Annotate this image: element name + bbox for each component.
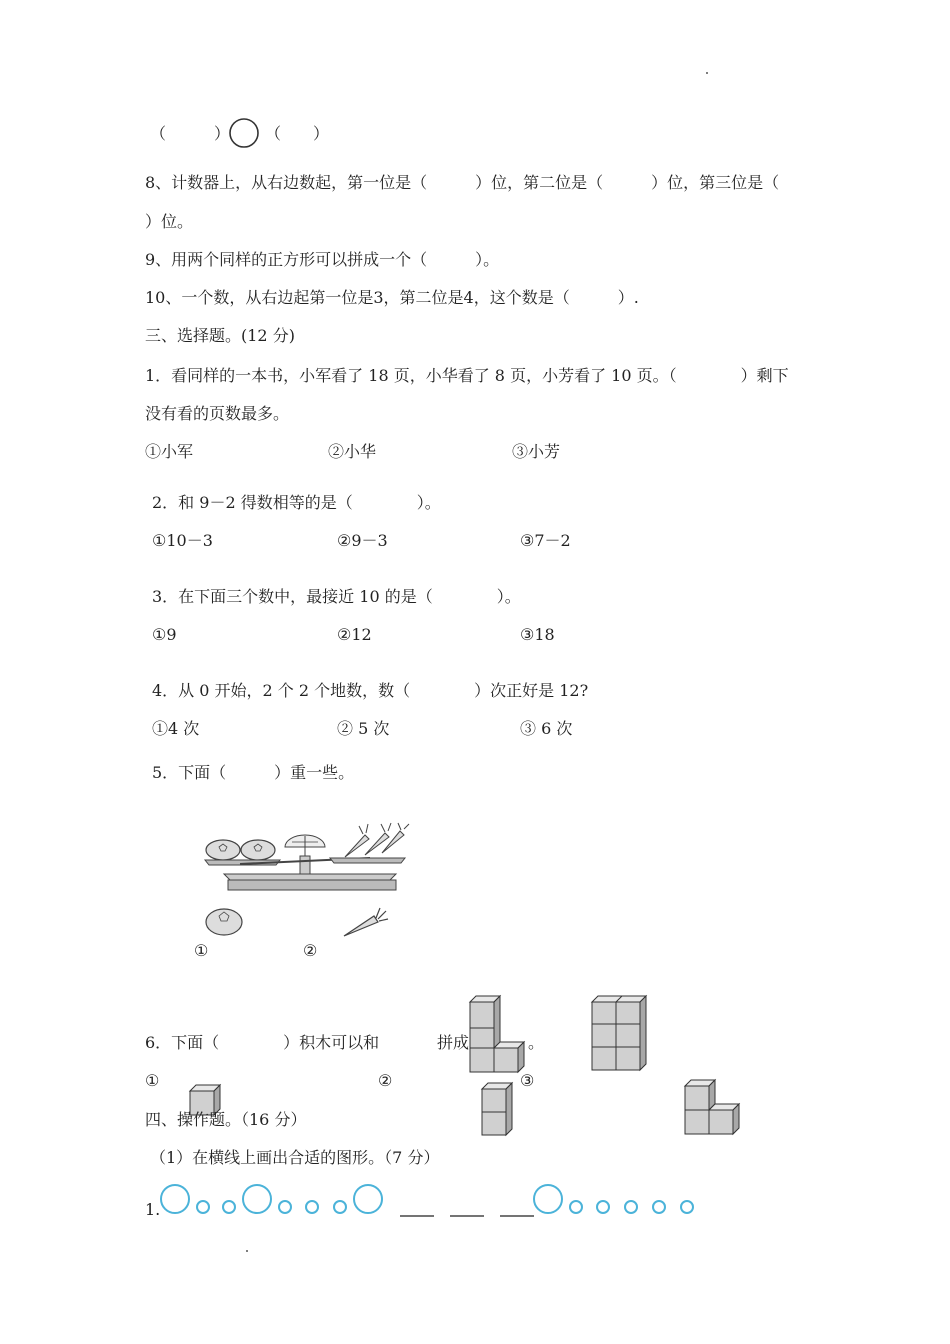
choice-6-text-a: 6．下面（ ）积木可以和 <box>145 1033 380 1052</box>
choice-1-cont: 没有看的页数最多。 <box>145 404 290 423</box>
choice-2: 2．和 9－2 得数相等的是（ ）。 <box>152 493 441 512</box>
compare-blank-left: （ ） <box>150 124 231 143</box>
choice-3-option: ②12 <box>337 625 372 644</box>
three-cube-l-illustration <box>683 1078 743 1136</box>
large-circle-icon <box>354 1185 382 1213</box>
choice-4-option: ② 5 次 <box>337 719 390 738</box>
choice-3-option: ③18 <box>520 625 555 644</box>
small-circle-icon <box>681 1201 693 1213</box>
choice-1-option: ②小华 <box>328 442 377 461</box>
choice-5-option: ② <box>303 941 318 960</box>
balance-scale-illustration <box>200 822 415 897</box>
question-10: 10、一个数，从右边起第一位是3，第二位是4，这个数是（ ）. <box>145 288 639 307</box>
question-8-cont: ）位。 <box>145 212 194 231</box>
choice-2-option: ②9－3 <box>337 531 388 550</box>
large-circle-icon <box>161 1185 189 1213</box>
choice-1-option: ③小芳 <box>512 442 561 461</box>
operation-1-number: 1. <box>145 1200 161 1219</box>
choice-2-option: ①10－3 <box>152 531 213 550</box>
small-circle-icon <box>279 1201 291 1213</box>
small-circle-icon <box>197 1201 209 1213</box>
page-dot <box>706 72 708 74</box>
orange-illustration <box>203 906 245 938</box>
choice-5: 5．下面（ ）重一些。 <box>152 763 355 782</box>
operation-1-instruction: （1）在横线上画出合适的图形。（7 分） <box>150 1148 440 1167</box>
question-8: 8、计数器上，从右边数起，第一位是（ ）位，第二位是（ ）位，第三位是（ <box>145 173 780 192</box>
rectangle-blocks-illustration <box>590 994 650 1074</box>
choice-6-option: ② <box>378 1071 393 1090</box>
choice-5-option: ① <box>194 941 209 960</box>
choice-6-option: ① <box>145 1071 160 1090</box>
section-4-title: 四、操作题。（16 分） <box>145 1110 307 1129</box>
choice-2-option: ③7－2 <box>520 531 571 550</box>
large-circle-icon <box>534 1185 562 1213</box>
small-circle-icon <box>625 1201 637 1213</box>
choice-4: 4．从 0 开始，2 个 2 个地数，数（ ）次正好是 12? <box>152 681 589 700</box>
carrot-illustration <box>340 904 390 940</box>
choice-6-text-c: 。 <box>528 1033 545 1052</box>
section-3-title: 三、选择题。(12 分) <box>145 326 295 345</box>
circle-pattern <box>150 1180 710 1220</box>
small-circle-icon <box>223 1201 235 1213</box>
page-dot <box>246 1250 248 1252</box>
choice-4-option: ③ 6 次 <box>520 719 573 738</box>
choice-3-option: ①9 <box>152 625 177 644</box>
choice-6-option: ③ <box>520 1071 535 1090</box>
l-shape-blocks-illustration <box>468 994 528 1074</box>
small-circle-icon <box>570 1201 582 1213</box>
compare-circle-icon <box>228 117 262 151</box>
choice-1-option: ①小军 <box>145 442 194 461</box>
small-circle-icon <box>334 1201 346 1213</box>
question-9: 9、用两个同样的正方形可以拼成一个（ ）。 <box>145 250 500 269</box>
choice-3: 3．在下面三个数中，最接近 10 的是（ ）。 <box>152 587 521 606</box>
compare-blank-right: （ ） <box>265 124 330 143</box>
small-circle-icon <box>306 1201 318 1213</box>
choice-6-text-b: 拼成 <box>437 1033 470 1052</box>
small-circle-icon <box>653 1201 665 1213</box>
choice-1: 1．看同样的一本书，小军看了 18 页，小华看了 8 页，小芳看了 10 页。（ ）剩下 <box>145 366 789 385</box>
two-cube-stack-illustration <box>480 1081 516 1137</box>
large-circle-icon <box>243 1185 271 1213</box>
small-circle-icon <box>597 1201 609 1213</box>
choice-4-option: ①4 次 <box>152 719 200 738</box>
